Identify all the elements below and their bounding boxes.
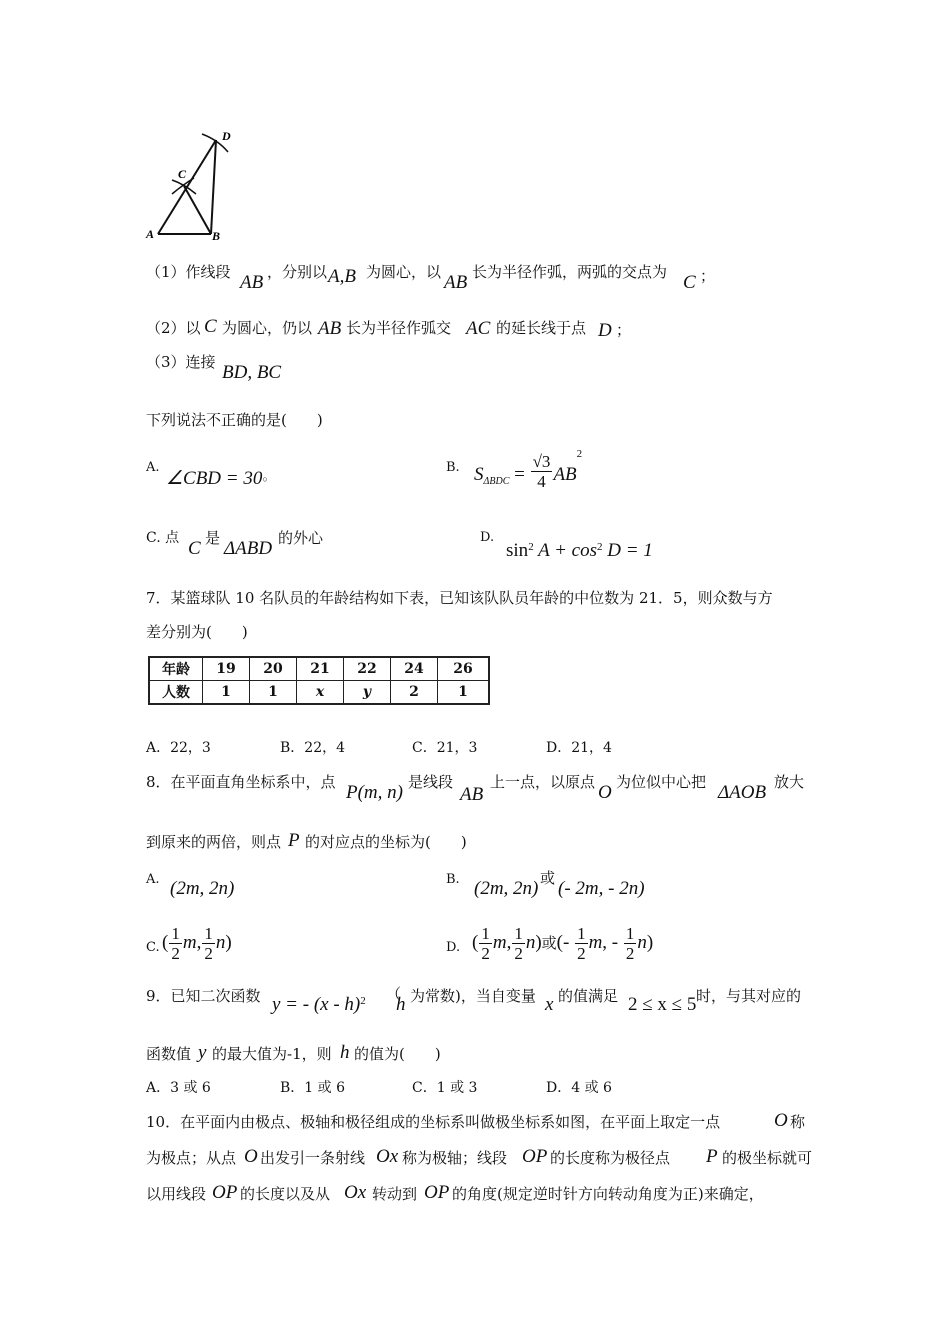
- age-table-count-row: [149, 681, 489, 705]
- q6-d-sin: sin: [506, 540, 529, 561]
- step2-ab: AB: [318, 318, 342, 339]
- q8-d-frac4: [624, 924, 637, 963]
- var-n: n: [215, 931, 226, 953]
- var-m: m: [492, 931, 507, 953]
- q10-l3op2: OP: [424, 1182, 450, 1203]
- q8-option-b-math2: (- 2m, - 2n): [558, 878, 645, 899]
- q6-option-c-label: C. 点: [146, 530, 180, 546]
- step2-t2: 长为半径作弧交: [346, 319, 452, 337]
- age-table-cell: 人数: [149, 681, 203, 705]
- age-table-cell: 年龄: [149, 657, 203, 681]
- q9-t5: 时，与其对应的: [696, 987, 802, 1005]
- segment-bd: [211, 140, 216, 234]
- q6-option-b-math: $S_{\Delta BDC}$ = $\frac{√3}{4}$ $AB^2$: [474, 448, 583, 491]
- q8-c-frac2: [202, 924, 215, 963]
- step1-t3: 长为半径作弧，两弧的交点为: [472, 263, 668, 281]
- label-a: A: [146, 227, 155, 241]
- q6-option-c-point: C: [188, 538, 201, 559]
- q8-t3: 上一点，以原点: [490, 773, 596, 791]
- age-table-cell: 1: [438, 681, 490, 705]
- var-m: m: [588, 931, 603, 953]
- step2-prefix: （2）以: [146, 319, 201, 337]
- q6-b-den: 4: [537, 472, 546, 491]
- age-table-cell: 22: [344, 657, 391, 681]
- q8-d-frac2: [512, 924, 525, 963]
- age-table-cell: x: [297, 681, 344, 705]
- q8-option-a-label: A.: [146, 872, 160, 887]
- age-table-cell: y: [344, 681, 391, 705]
- q9-t2: （: [386, 985, 402, 1003]
- age-table-header-row: [149, 657, 489, 681]
- q6-option-c-tri: ΔABD: [224, 538, 273, 559]
- step1-t4: ；: [700, 267, 716, 285]
- frac-num: 1: [481, 924, 490, 943]
- q10-l2a: 为极点；从点: [146, 1149, 237, 1167]
- q8-l2b: 的对应点的坐标为( ): [305, 833, 467, 851]
- q7-option-c: C．21，3: [412, 740, 478, 756]
- q8-c-frac1: [169, 924, 182, 963]
- q10-l2d: 的长度称为极径点: [550, 1149, 671, 1167]
- var-n: n: [637, 931, 647, 953]
- frac-den: 2: [171, 944, 180, 963]
- q10-l3op: OP: [212, 1182, 238, 1203]
- q9-function: y = - (x - h)$^2$: [272, 994, 366, 1015]
- age-table-cell: 2: [391, 681, 438, 705]
- q6-option-d-math: $\sin^2 A + \cos^2 D = 1$: [506, 540, 653, 561]
- q8-t4: 为位似中心把: [616, 773, 707, 791]
- q9-l2c: 的值为( ): [354, 1045, 441, 1063]
- label-b: B: [212, 229, 221, 243]
- q9-option-d: D．4 或 6: [546, 1080, 612, 1096]
- q7-line1: 7．某篮球队 10 名队员的年龄结构如下表，已知该队队员年龄的中位数为 21．5，则众数与方: [146, 589, 773, 607]
- q8-d-frac3: [575, 924, 588, 963]
- step3-math: BD, BC: [222, 362, 282, 383]
- frac-num: 1: [204, 924, 213, 943]
- label-c: C: [178, 167, 187, 181]
- q10-l3d: 的角度(规定逆时针方向转动角度为正)来确定，: [452, 1185, 764, 1203]
- q10-l2e: 的极坐标就可: [722, 1149, 813, 1167]
- q10-l3c: 转动到: [372, 1185, 418, 1203]
- step1-c: C: [683, 272, 696, 293]
- q6-option-a-label: A.: [146, 460, 160, 475]
- q8-t1: 8．在平面直角坐标系中，点: [146, 773, 336, 791]
- q6-d-end: D = 1: [602, 540, 653, 561]
- frac-num: 1: [514, 924, 523, 943]
- frac-num: 1: [171, 924, 180, 943]
- q10-l1o: O: [774, 1110, 788, 1131]
- q6-b-frac: [531, 452, 553, 491]
- q8-option-b-math1: (2m, 2n): [474, 878, 539, 899]
- var-m: m: [182, 931, 197, 953]
- q9-option-b: B．1 或 6: [280, 1080, 346, 1096]
- age-table-cell: 19: [203, 657, 250, 681]
- q8-d-or: 或: [541, 933, 557, 952]
- q9-x: x: [545, 994, 554, 1015]
- frac-den: 2: [514, 944, 523, 963]
- q6-b-eq: =: [509, 463, 530, 485]
- step1-t2: 为圆心，以: [366, 263, 442, 281]
- q7-option-d: D．21，4: [546, 740, 612, 756]
- q6-option-a-math: ∠CBD = 30○: [166, 468, 268, 489]
- q9-t1: 9．已知二次函数: [146, 987, 261, 1005]
- q8-option-a-math: (2m, 2n): [170, 878, 235, 899]
- q8-l2p: P: [288, 830, 300, 851]
- q6-b-ab: AB: [553, 463, 577, 485]
- q8-t5: 放大: [774, 773, 805, 791]
- step3-prefix: （3）连接: [146, 353, 216, 371]
- q6-d-mid: A + cos: [533, 540, 598, 561]
- age-table-cell: 1: [203, 681, 250, 705]
- q10-l3ox: Ox: [344, 1182, 367, 1203]
- segment-bc: [184, 186, 211, 234]
- q7-option-b: B．22，4: [280, 740, 346, 756]
- label-d: D: [222, 129, 231, 143]
- step1-prefix: （1）作线段: [146, 263, 231, 281]
- q10-l2op: OP: [522, 1146, 548, 1167]
- step2-ac: AC: [466, 318, 491, 339]
- q10-l2ox: Ox: [376, 1146, 399, 1167]
- frac-den: 2: [481, 944, 490, 963]
- var-n: n: [525, 931, 536, 953]
- q8-o: O: [598, 782, 612, 803]
- q10-l2b: 出发引一条射线: [260, 1149, 366, 1167]
- q10-l1b: 称: [790, 1113, 806, 1131]
- q8-aob: ΔAOB: [718, 782, 767, 803]
- q8-t2: 是线段: [408, 773, 454, 791]
- q9-h: h: [396, 994, 406, 1015]
- q8-option-d-math: ( $\frac{1}{2}$ m, $\frac{1}{2}$ n)或(- $\frac{1}{2}$ m, - $\frac{1}{2}$ n): [472, 924, 654, 963]
- q8-d-frac1: [479, 924, 492, 963]
- q9-range: 2 ≤ x ≤ 5: [628, 994, 697, 1015]
- age-table: [148, 656, 490, 705]
- q6-stem: 下列说法不正确的是( ): [146, 411, 323, 429]
- q8-option-b-or: 或: [540, 869, 556, 887]
- q8-l2a: 到原来的两倍，则点: [146, 833, 282, 851]
- q8-option-c-label: C.: [146, 940, 160, 955]
- age-table-cell: 21: [297, 657, 344, 681]
- q6-option-d-label: D.: [480, 530, 495, 545]
- q9-l2a: 函数值: [146, 1045, 192, 1063]
- q6-b-num: √3: [532, 452, 551, 471]
- q8-option-b-label: B.: [446, 872, 460, 887]
- q9-l2y: y: [198, 1042, 207, 1063]
- q6-option-c-t1: 是: [205, 529, 221, 547]
- q6-option-c-t2: 的外心: [278, 529, 324, 547]
- frac-den: 2: [577, 944, 586, 963]
- construction-figure: [140, 126, 240, 244]
- q10-l1a: 10．在平面内由极点、极轴和极径组成的坐标系叫做极坐标系如图，在平面上取定一点: [146, 1113, 721, 1131]
- q9-fn-expr: y = - (x - h): [272, 994, 361, 1015]
- q6-option-b-label: B.: [446, 460, 460, 475]
- step1-t1: ，分别以: [267, 263, 328, 281]
- q8-ab: AB: [460, 784, 484, 805]
- q6-b-s: S: [474, 463, 484, 485]
- step2-c: C: [204, 316, 217, 337]
- q8-point-p: P(m, n): [346, 782, 403, 803]
- step2-t4: ；: [616, 321, 632, 339]
- q9-option-c: C．1 或 3: [412, 1080, 478, 1096]
- step2-t1: 为圆心，仍以: [222, 319, 313, 337]
- q9-option-a: A．3 或 6: [146, 1080, 211, 1096]
- q7-line2: 差分别为( ): [146, 623, 248, 641]
- q10-l2p: P: [706, 1146, 718, 1167]
- q8-option-d-label: D.: [446, 940, 461, 955]
- q9-t4: 的值满足: [558, 987, 619, 1005]
- q10-l2o: O: [244, 1146, 258, 1167]
- step1-ab: AB: [240, 272, 264, 293]
- age-table-cell: 24: [391, 657, 438, 681]
- step2-t3: 的延长线于点: [496, 319, 587, 337]
- q10-l3b: 的长度以及从: [240, 1185, 331, 1203]
- frac-den: 2: [204, 944, 213, 963]
- frac-num: 1: [625, 924, 635, 943]
- frac-num: 1: [577, 924, 586, 943]
- q7-option-a: A．22，3: [146, 740, 211, 756]
- age-table-cell: 26: [438, 657, 490, 681]
- step2-d: D: [598, 320, 612, 341]
- frac-den: 2: [625, 944, 635, 963]
- q6-a-expr: ∠CBD = 30: [166, 468, 263, 489]
- step1-points: A,B: [328, 266, 356, 287]
- q8-option-c-math: ( $\frac{1}{2}$ m, $\frac{1}{2}$ n): [162, 924, 232, 963]
- q10-l3a: 以用线段: [146, 1185, 207, 1203]
- q9-l2h: h: [340, 1042, 350, 1063]
- step1-ab2: AB: [444, 272, 468, 293]
- q6-b-sub: ΔBDC: [483, 475, 510, 487]
- q9-l2b: 的最大值为-1，则: [212, 1045, 332, 1063]
- age-table-cell: 20: [250, 657, 297, 681]
- age-table-cell: 1: [250, 681, 297, 705]
- q10-l2c: 称为极轴；线段: [402, 1149, 508, 1167]
- q9-t3: 为常数)，当自变量: [410, 987, 536, 1005]
